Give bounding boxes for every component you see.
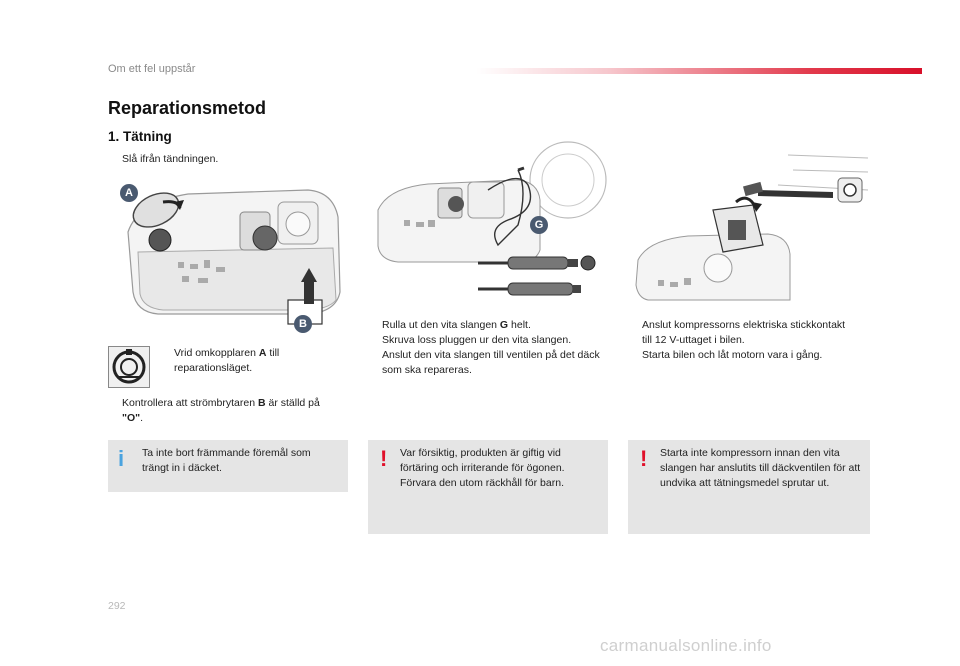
warning-icon: ! <box>380 446 388 471</box>
warning-note-toxic: ! Var försiktig, produkten är giftig vid förtäring och irriterande för ögonen. Förvara den utom räckhåll för barn. <box>368 440 608 534</box>
step-turn-switch-a: Vrid omkopplaren A till reparationsläget. <box>174 347 280 374</box>
marker-b-icon: B <box>294 315 312 333</box>
step-connect-plug: Anslut kompressorns elektriska stickkontakt till 12 V-uttaget i bilen. <box>642 319 846 346</box>
header-accent-bar <box>476 68 922 74</box>
compressor-illustration <box>108 172 353 332</box>
watermark: carmanualsonline.info <box>600 636 772 655</box>
step-unscrew-plug: Skruva loss pluggen ur den vita slangen. <box>382 334 572 346</box>
page-number: 292 <box>108 600 126 612</box>
illustration-white-hose <box>368 150 608 310</box>
step-start-engine: Starta bilen och låt motorn vara i gång. <box>642 349 823 361</box>
step-connect-hose: Anslut den vita slangen till ventilen på det däck som ska repareras. <box>382 349 600 376</box>
illustration-compressor-switches <box>108 172 353 332</box>
info-icon: i <box>118 446 125 471</box>
marker-g-icon: G <box>530 216 548 234</box>
repair-mode-icon <box>108 346 150 388</box>
page-title: Reparationsmetod <box>108 98 267 118</box>
step-check-switch-b: Kontrollera att strömbrytaren B är ställd på "O". <box>122 397 320 424</box>
info-note: i Ta inte bort främmande föremål som trängt in i däcket. <box>108 440 348 492</box>
section-label: Om ett fel uppstår <box>108 63 196 75</box>
illustration-power-plug <box>628 150 870 315</box>
section-subtitle: 1. Tätning <box>108 129 172 144</box>
warning-note-compressor: ! Starta inte kompressorn innan den vita slangen har anslutits till däckventilen för att undvika att tätningsmedel sprutar ut. <box>628 440 870 534</box>
step-unroll-hose: Rulla ut den vita slangen G helt. <box>382 319 531 331</box>
step-switch-off-ignition: Slå ifrån tändningen. <box>122 153 219 165</box>
marker-a-icon: A <box>120 184 138 202</box>
warning-icon: ! <box>640 446 648 471</box>
